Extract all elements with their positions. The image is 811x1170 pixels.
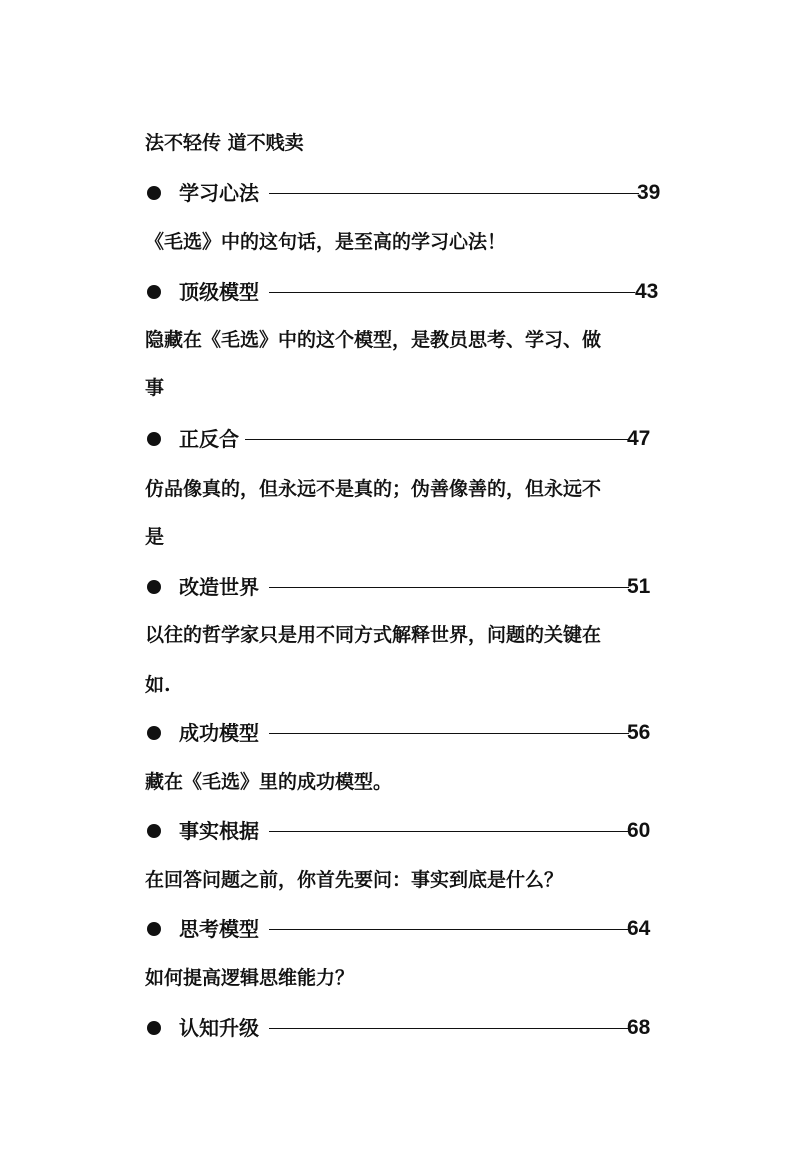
entry-title: 成功模型 bbox=[179, 721, 259, 745]
toc-header: 法不轻传 道不贱卖 bbox=[145, 132, 304, 154]
toc-entry-top-model[interactable] bbox=[145, 278, 665, 306]
leader-line bbox=[269, 831, 629, 832]
bullet-icon bbox=[147, 922, 161, 936]
bullet-icon bbox=[147, 824, 161, 838]
entry-title: 顶级模型 bbox=[179, 280, 259, 304]
leader-line bbox=[269, 193, 639, 194]
bullet-icon bbox=[147, 432, 161, 446]
bullet-icon bbox=[147, 580, 161, 594]
leader-line bbox=[269, 587, 629, 588]
bullet-icon bbox=[147, 726, 161, 740]
entry-description: 隐藏在《毛选》中的这个模型，是教员思考、学习、做 bbox=[145, 329, 602, 351]
entry-description: 如. bbox=[145, 674, 171, 696]
entry-page-number: 60 bbox=[627, 819, 651, 842]
leader-line bbox=[269, 929, 629, 930]
entry-title: 学习心法 bbox=[179, 181, 259, 205]
entry-title: 思考模型 bbox=[179, 917, 259, 941]
toc-entry-success-model[interactable] bbox=[145, 719, 665, 747]
entry-page-number: 68 bbox=[627, 1016, 651, 1039]
leader-line bbox=[269, 292, 635, 293]
entry-page-number: 39 bbox=[637, 181, 661, 204]
entry-description: 《毛选》中的这句话，是至高的学习心法！ bbox=[145, 231, 507, 253]
bullet-icon bbox=[147, 186, 161, 200]
toc-entry-transform-world[interactable] bbox=[145, 573, 665, 601]
entry-description: 如何提高逻辑思维能力？ bbox=[145, 967, 355, 989]
entry-page-number: 64 bbox=[627, 917, 651, 940]
leader-line bbox=[269, 1028, 629, 1029]
entry-description: 在回答问题之前，你首先要问：事实到底是什么？ bbox=[145, 869, 564, 891]
entry-title: 改造世界 bbox=[179, 575, 259, 599]
entry-description: 藏在《毛选》里的成功模型。 bbox=[145, 771, 393, 793]
entry-description: 以往的哲学家只是用不同方式解释世界，问题的关键在 bbox=[145, 624, 602, 646]
bullet-icon bbox=[147, 1021, 161, 1035]
entry-page-number: 51 bbox=[627, 575, 651, 598]
entry-title: 事实根据 bbox=[179, 819, 259, 843]
leader-line bbox=[269, 733, 629, 734]
entry-page-number: 56 bbox=[627, 721, 651, 744]
entry-description: 事 bbox=[145, 377, 165, 399]
entry-description: 是 bbox=[145, 526, 165, 548]
entry-page-number: 43 bbox=[635, 280, 659, 303]
bullet-icon bbox=[147, 285, 161, 299]
entry-title: 认知升级 bbox=[179, 1016, 259, 1040]
toc-entry-learning-method[interactable] bbox=[145, 179, 665, 207]
toc-entry-cognitive-upgrade[interactable] bbox=[145, 1014, 665, 1042]
toc-entry-thinking-model[interactable] bbox=[145, 915, 665, 943]
leader-line bbox=[245, 439, 629, 440]
toc-entry-factual-basis[interactable] bbox=[145, 817, 665, 845]
entry-description: 仿品像真的，但永远不是真的；伪善像善的，但永远不 bbox=[145, 478, 602, 500]
toc-entry-thesis-antithesis[interactable] bbox=[145, 425, 665, 453]
entry-title: 正反合 bbox=[179, 427, 239, 451]
entry-page-number: 47 bbox=[627, 427, 651, 450]
